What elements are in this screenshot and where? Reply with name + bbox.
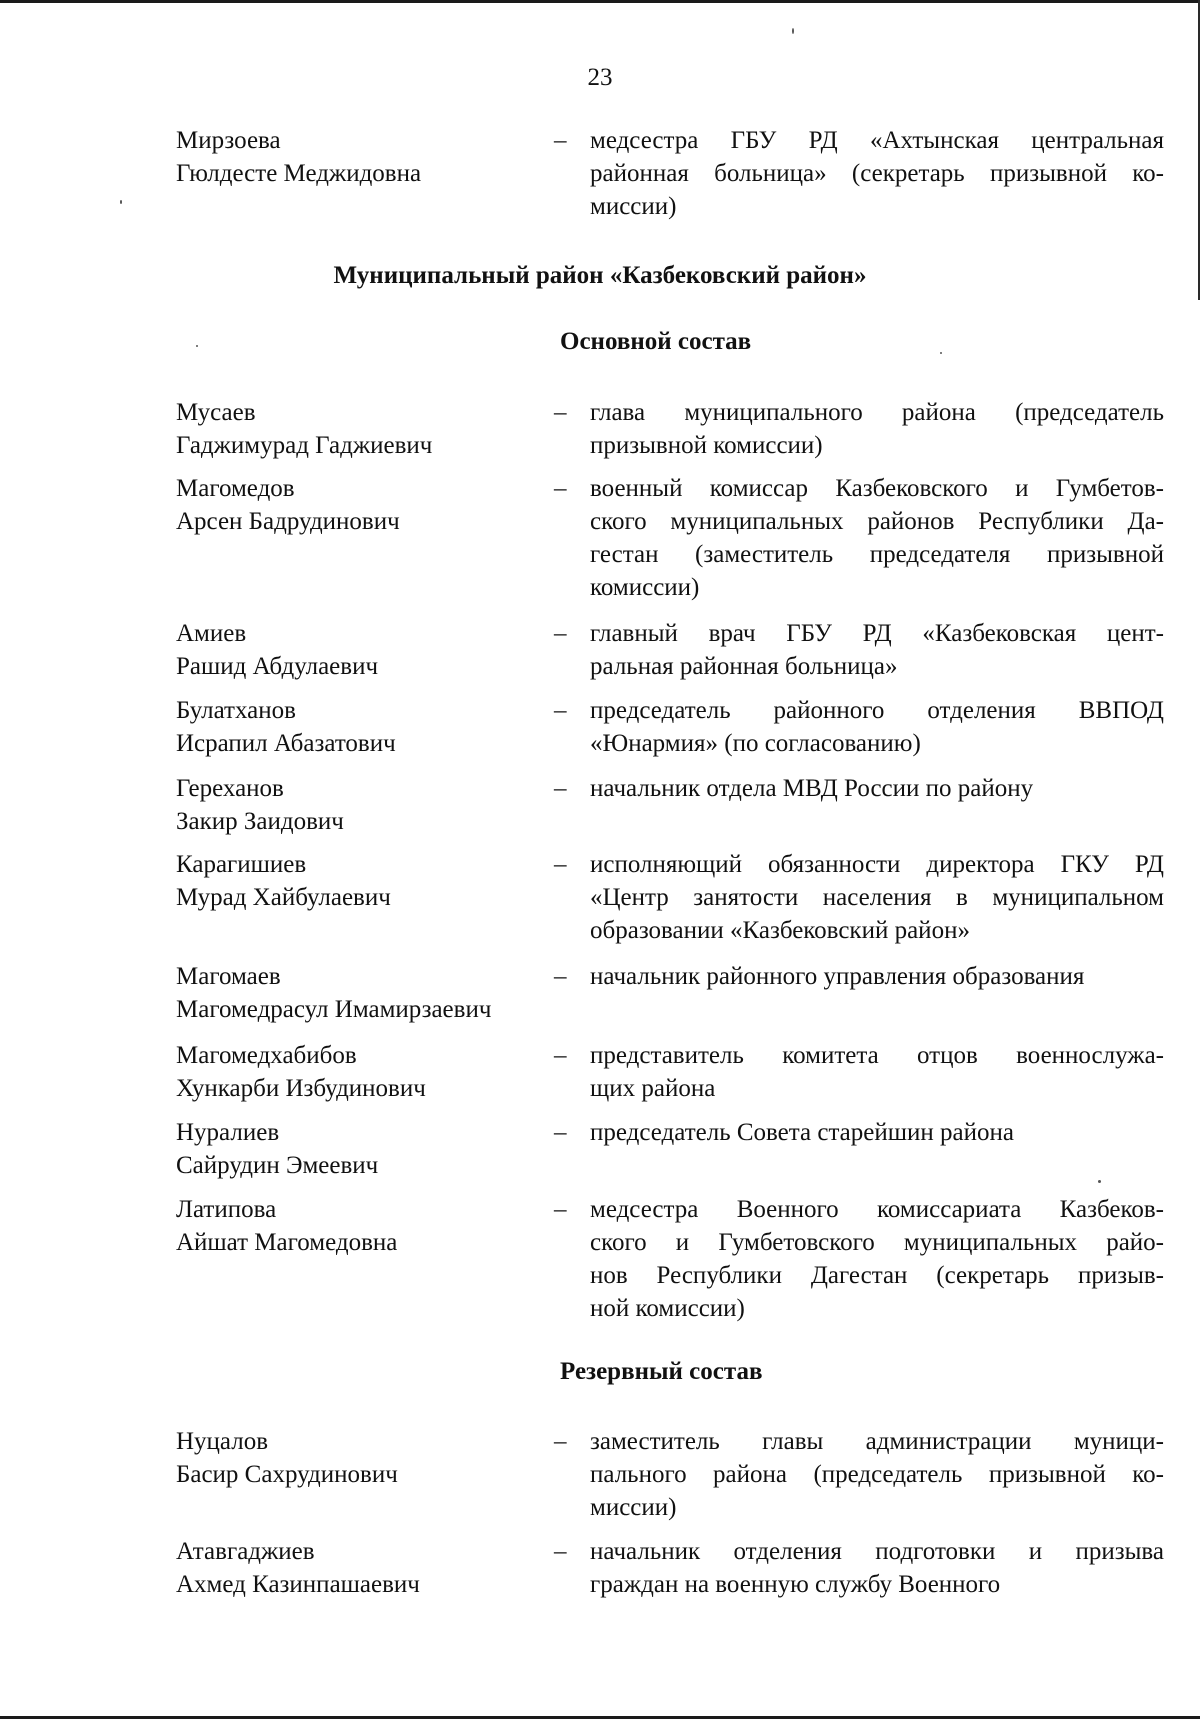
member-person bbox=[176, 960, 546, 1026]
member-dash: – bbox=[554, 1538, 567, 1565]
member-name: Гюлдесте Меджидовна bbox=[176, 160, 422, 187]
member-role bbox=[590, 124, 1164, 223]
member-role bbox=[590, 848, 1164, 947]
role-line: глава муниципального района (председатель bbox=[590, 399, 1164, 426]
member-surname: Булатханов bbox=[176, 697, 296, 724]
role-line: призывной комиссии) bbox=[590, 432, 823, 459]
member-surname: Карагишиев bbox=[176, 851, 307, 878]
role-line: исполняющий обязанности директора ГКУ РД bbox=[590, 851, 1164, 878]
member-name: Ахмед Казинпашаевич bbox=[176, 1571, 420, 1598]
role-line: председатель Совета старейшин района bbox=[590, 1119, 1014, 1146]
role-line: щих района bbox=[590, 1075, 716, 1102]
role-line: миссии) bbox=[590, 1494, 677, 1521]
role-line: районная больница» (секретарь призывной ко- bbox=[590, 160, 1164, 187]
member-role bbox=[590, 617, 1164, 683]
member-dash: – bbox=[554, 775, 567, 802]
role-line: военный комиссар Казбековского и Гумбетов- bbox=[590, 475, 1164, 502]
member-person bbox=[176, 472, 546, 538]
member-dash: – bbox=[554, 1119, 567, 1146]
member-name: Закир Заидович bbox=[176, 808, 344, 835]
member-name: Хункарби Избудинович bbox=[176, 1075, 426, 1102]
member-role bbox=[590, 772, 1164, 805]
member-surname: Магомедов bbox=[176, 475, 295, 502]
member-name: Исрапил Абазатович bbox=[176, 730, 396, 757]
member-surname: Магомаев bbox=[176, 963, 281, 990]
role-line: ского и Гумбетовского муниципальных райо- bbox=[590, 1229, 1164, 1256]
role-line: граждан на военную службу Военного bbox=[590, 1571, 1001, 1598]
scan-speck bbox=[940, 352, 942, 354]
scan-speck bbox=[792, 28, 794, 34]
member-dash: – bbox=[554, 1428, 567, 1455]
member-person bbox=[176, 848, 546, 914]
member-surname: Атавгаджиев bbox=[176, 1538, 315, 1565]
role-line: заместитель главы администрации муници- bbox=[590, 1428, 1164, 1455]
member-role bbox=[590, 694, 1164, 760]
member-person bbox=[176, 617, 546, 683]
member-person bbox=[176, 694, 546, 760]
member-person bbox=[176, 1535, 546, 1601]
member-role bbox=[590, 1039, 1164, 1105]
role-line: представитель комитета отцов военнослужа- bbox=[590, 1042, 1164, 1069]
member-dash: – bbox=[554, 697, 567, 724]
district-heading: Муниципальный район «Казбековский район» bbox=[333, 262, 867, 289]
role-line: гестан (заместитель председателя призывной bbox=[590, 541, 1164, 568]
member-name: Мурад Хайбулаевич bbox=[176, 884, 391, 911]
member-dash: – bbox=[554, 399, 567, 426]
role-line: начальник отдела МВД России по району bbox=[590, 775, 1034, 802]
member-dash: – bbox=[554, 127, 567, 154]
member-name: Гаджимурад Гаджиевич bbox=[176, 432, 433, 459]
member-person bbox=[176, 1193, 546, 1259]
role-line: медсестра Военного комиссариата Казбеков- bbox=[590, 1196, 1164, 1223]
member-surname: Мусаев bbox=[176, 399, 256, 426]
member-person bbox=[176, 772, 546, 838]
reserve-heading: Резервный состав bbox=[560, 1358, 763, 1385]
member-surname: Нуралиев bbox=[176, 1119, 280, 1146]
member-role bbox=[590, 472, 1164, 604]
member-surname: Нуцалов bbox=[176, 1428, 269, 1455]
role-line: комиссии) bbox=[590, 574, 700, 601]
member-name: Айшат Магомедовна bbox=[176, 1229, 398, 1256]
scan-speck bbox=[1098, 1180, 1101, 1183]
role-line: ной комиссии) bbox=[590, 1295, 745, 1322]
member-name: Сайрудин Эмеевич bbox=[176, 1152, 379, 1179]
member-person bbox=[176, 124, 546, 190]
member-surname: Амиев bbox=[176, 620, 247, 647]
member-role bbox=[590, 1116, 1164, 1149]
scan-border-top bbox=[0, 0, 1200, 3]
member-person bbox=[176, 1039, 546, 1105]
member-dash: – bbox=[554, 1042, 567, 1069]
scan-speck bbox=[120, 200, 122, 204]
member-name: Басир Сахрудинович bbox=[176, 1461, 398, 1488]
member-surname: Латипова bbox=[176, 1196, 277, 1223]
role-line: ского муниципальных районов Республики Да- bbox=[590, 508, 1164, 535]
member-person bbox=[176, 1425, 546, 1491]
role-line: нов Республики Дагестан (секретарь призыв- bbox=[590, 1262, 1164, 1289]
page-number: 23 bbox=[587, 64, 613, 91]
member-role bbox=[590, 1193, 1164, 1325]
role-line: главный врач ГБУ РД «Казбековская цент- bbox=[590, 620, 1164, 647]
role-line: начальник районного управления образования bbox=[590, 963, 1085, 990]
member-surname: Мирзоева bbox=[176, 127, 281, 154]
scan-speck bbox=[196, 345, 198, 347]
member-surname: Гереханов bbox=[176, 775, 284, 802]
member-role bbox=[590, 1535, 1164, 1601]
member-role bbox=[590, 396, 1164, 462]
role-line: начальник отделения подготовки и призыва bbox=[590, 1538, 1164, 1565]
role-line: пального района (председатель призывной ко- bbox=[590, 1461, 1164, 1488]
role-line: ральная районная больница» bbox=[590, 653, 898, 680]
member-dash: – bbox=[554, 620, 567, 647]
member-name: Рашид Абдулаевич bbox=[176, 653, 379, 680]
role-line: председатель районного отделения ВВПОД bbox=[590, 697, 1164, 724]
member-dash: – bbox=[554, 475, 567, 502]
role-line: образовании «Казбековский район» bbox=[590, 917, 970, 944]
member-role bbox=[590, 1425, 1164, 1524]
member-name: Магомедрасул Имамирзаевич bbox=[176, 996, 492, 1023]
member-person bbox=[176, 1116, 546, 1182]
role-line: «Центр занятости населения в муниципальном bbox=[590, 884, 1164, 911]
member-name: Арсен Бадрудинович bbox=[176, 508, 400, 535]
member-dash: – bbox=[554, 851, 567, 878]
main-heading: Основной состав bbox=[560, 328, 752, 355]
member-role bbox=[590, 960, 1164, 993]
member-dash: – bbox=[554, 1196, 567, 1223]
role-line: медсестра ГБУ РД «Ахтынская центральная bbox=[590, 127, 1164, 154]
member-surname: Магомедхабибов bbox=[176, 1042, 357, 1069]
role-line: «Юнармия» (по согласованию) bbox=[590, 730, 921, 757]
role-line: миссии) bbox=[590, 193, 677, 220]
member-dash: – bbox=[554, 963, 567, 990]
member-person bbox=[176, 396, 546, 462]
